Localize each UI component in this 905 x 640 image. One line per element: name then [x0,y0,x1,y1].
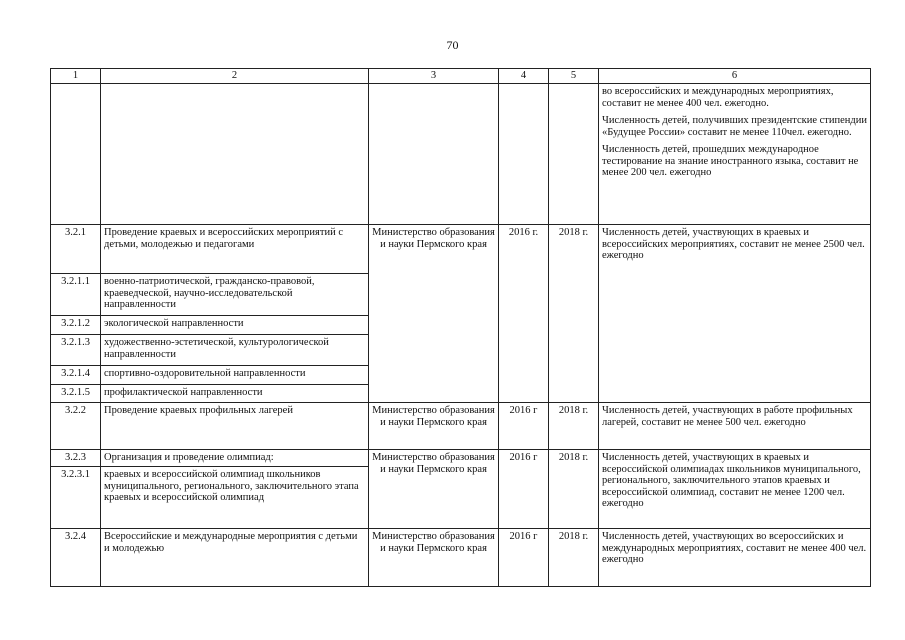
executor-cell: Министерство образования и науки Пермского края [369,450,499,529]
header-cell: 2 [101,69,369,84]
num-cell: 3.2.1 [51,225,101,274]
end-cell [549,84,599,225]
start-cell: 2016 г [499,450,549,529]
name-cell: экологической направленности [101,316,369,335]
result-paragraph: во всероссийских и международных мероприятиях, составит не менее 400 чел. ежегодно. [602,86,834,109]
end-cell: 2018 г. [549,225,599,403]
end-cell: 2018 г. [549,403,599,450]
result-cell [599,84,871,225]
name-cell: Организация и проведение олимпиад: [101,450,369,467]
num-cell: 3.2.3 [51,450,101,467]
num-cell: 3.2.3.1 [51,467,101,529]
table-header-row [51,69,871,84]
result-cell: Численность детей, участвующих в краевых и всероссийских мероприятиях, составит не менее 2500 чел. ежегодно [599,225,871,403]
result-cell: Численность детей, участвующих в краевых и всероссийской олимпиадах школьников муниципального, регионального, заключительного этапов краевых и всероссийской олимпиад, составит не менее 1200 чел. ежегодно [599,450,871,529]
header-cell: 6 [599,69,871,84]
table-row-3-2-3 [51,450,871,467]
table-row-3-2-4 [51,529,871,587]
result-paragraph: Численность детей, прошедших международное тестирование на знание иностранного языка, составит не менее 200 чел. ежегодно [602,144,859,178]
start-cell [499,84,549,225]
header-cell: 5 [549,69,599,84]
result-cell: Численность детей, участвующих во всероссийских и международных мероприятиях, составит не менее 400 чел. ежегодно [599,529,871,587]
executor-cell: Министерство образования и науки Пермского края [369,225,499,403]
name-cell [101,84,369,225]
start-cell: 2016 г [499,529,549,587]
num-cell: 3.2.2 [51,403,101,450]
header-cell: 1 [51,69,101,84]
end-cell: 2018 г. [549,529,599,587]
end-cell: 2018 г. [549,450,599,529]
executor-cell [369,84,499,225]
name-cell: художественно-эстетической, культурологической направленности [101,335,369,366]
table-row-continuation [51,84,871,225]
page-number: 70 [446,38,459,52]
start-cell: 2016 г [499,403,549,450]
table-row-3-2-2 [51,403,871,450]
name-cell: военно-патриотической, гражданско-правовой, краеведческой, научно-исследовательской направленности [101,274,369,316]
name-cell: Всероссийские и международные мероприятия с детьми и молодежью [101,529,369,587]
result-paragraph: Численность детей, получивших президентские стипендии «Будущее России» составит не менее 110чел. ежегодно. [602,115,867,138]
measures-table [50,68,871,587]
name-cell: профилактической направленности [101,385,369,403]
num-cell: 3.2.1.2 [51,316,101,335]
name-cell: Проведение краевых профильных лагерей [101,403,369,450]
num-cell: 3.2.1.1 [51,274,101,316]
name-cell: краевых и всероссийской олимпиад школьников муниципального, регионального, заключительного этапа краевых и всероссийской олимпиад [101,467,369,529]
executor-cell: Министерство образования и науки Пермского края [369,403,499,450]
header-cell: 4 [499,69,549,84]
num-cell: 3.2.1.5 [51,385,101,403]
num-cell: 3.2.4 [51,529,101,587]
num-cell: 3.2.1.3 [51,335,101,366]
table-row-3-2-1 [51,225,871,274]
start-cell: 2016 г. [499,225,549,403]
executor-cell: Министерство образования и науки Пермского края [369,529,499,587]
header-cell: 3 [369,69,499,84]
name-cell: спортивно-оздоровительной направленности [101,366,369,385]
num-cell: 3.2.1.4 [51,366,101,385]
num-cell [51,84,101,225]
name-cell: Проведение краевых и всероссийских мероприятий с детьми, молодежью и педагогами [101,225,369,274]
result-cell: Численность детей, участвующих в работе профильных лагерей, составит не менее 500 чел. ежегодно [599,403,871,450]
